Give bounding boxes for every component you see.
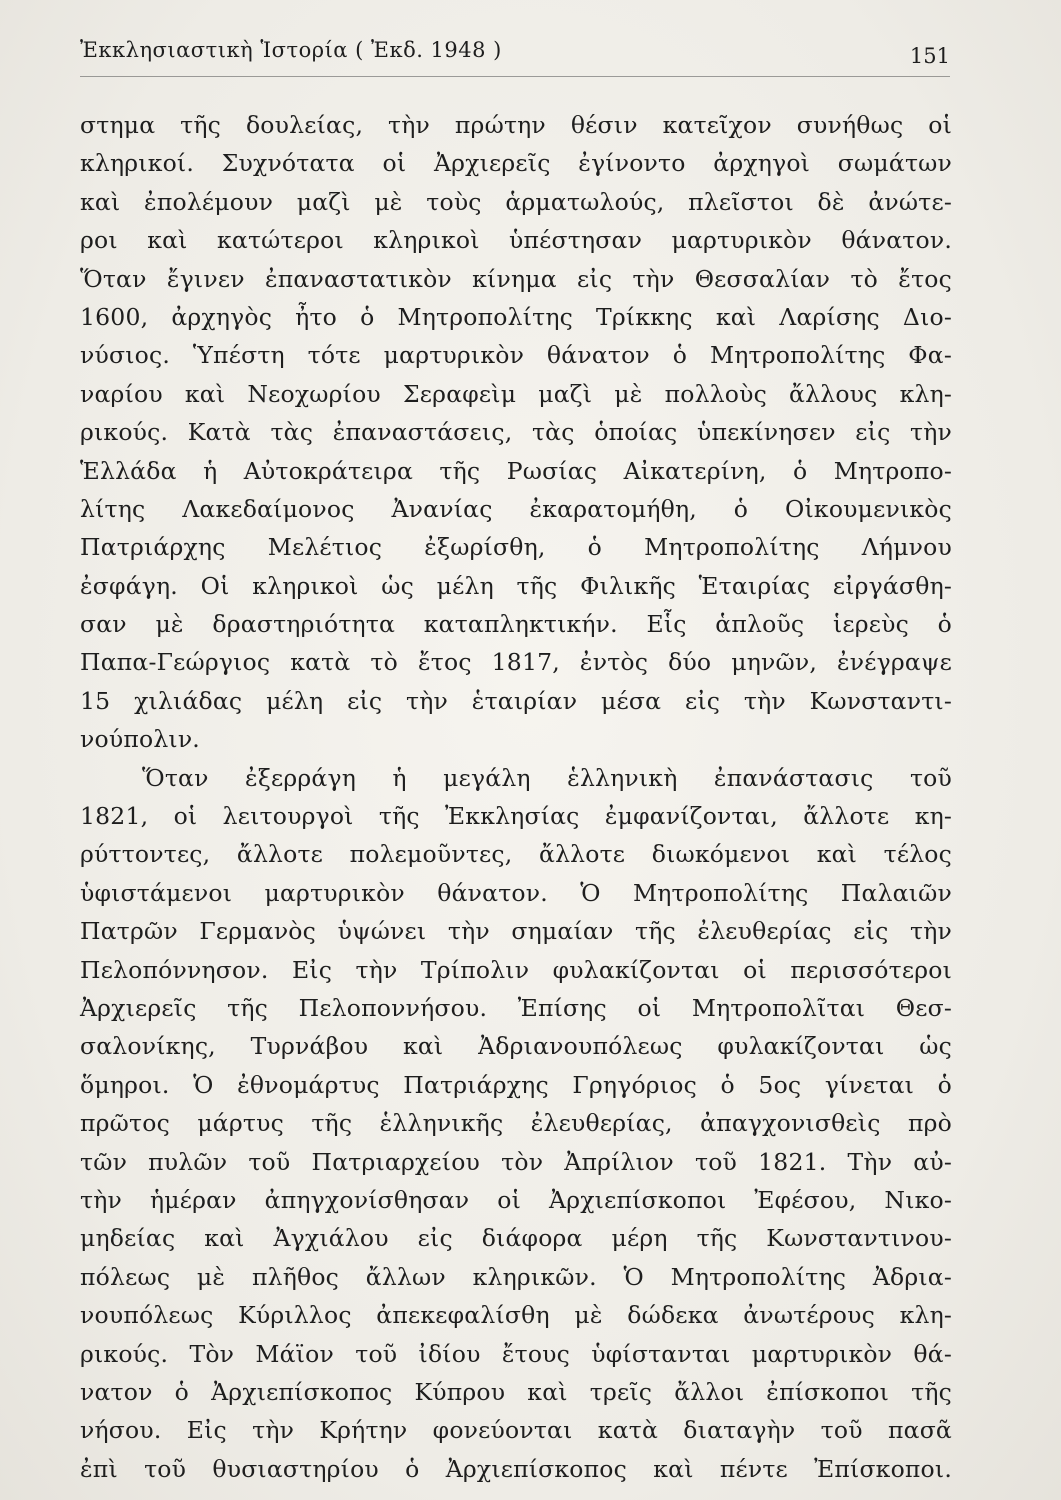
header-rule [80, 76, 950, 77]
text-line: Ὅταν ἐξερράγη ἡ μεγάλη ἑλληνικὴ ἐπανάστασις τοῦ [142, 763, 952, 792]
text-line: ὑφιστάμενοι μαρτυρικὸν θάνατον. Ὁ Μητροπολίτης Παλαιῶν [80, 878, 952, 907]
text-line: ρικούς. Τὸν Μάϊον τοῦ ἰδίου ἔτους ὑφίστανται μαρτυρικὸν θά- [80, 1339, 952, 1368]
text-line: 1600, ἀρχηγὸς ἦτο ὁ Μητροπολίτης Τρίκκης καὶ Λαρίσης Διο- [80, 302, 952, 331]
text-line: νουπόλεως Κύριλλος ἀπεκεφαλίσθη μὲ δώδεκα ἀνωτέρους κλη- [80, 1301, 952, 1330]
paragraph-1 [80, 106, 952, 759]
running-title: Ἐκκλησιαστικὴ Ἱστορία ( Ἐκδ. 1948 ) [80, 38, 502, 62]
text-line: σαλονίκης, Τυρνάβου καὶ Ἀδριανουπόλεως φυλακίζονται ὡς [80, 1032, 952, 1061]
text-line: Πατριάρχης Μελέτιος ἐξωρίσθη, ὁ Μητροπολίτης Λήμνου [80, 533, 952, 562]
text-line: νούπολιν. [80, 725, 200, 754]
text-line: νήσου. Εἰς τὴν Κρήτην φονεύονται κατὰ διαταγὴν τοῦ πασᾶ [80, 1416, 952, 1445]
text-line: 15 χιλιάδας μέλη εἰς τὴν ἑταιρίαν μέσα εἰς τὴν Κωνσταντι- [80, 686, 952, 715]
text-line: τῶν πυλῶν τοῦ Πατριαρχείου τὸν Ἀπρίλιον τοῦ 1821. Τὴν αὐ- [80, 1147, 952, 1176]
text-line: πρῶτος μάρτυς τῆς ἑλληνικῆς ἐλευθερίας, ἀπαγχονισθεὶς πρὸ [80, 1109, 952, 1138]
text-line: Πατρῶν Γερμανὸς ὑψώνει τὴν σημαίαν τῆς ἐλευθερίας εἰς τὴν [80, 917, 952, 946]
text-line: ἐπὶ τοῦ θυσιαστηρίου ὁ Ἀρχιεπίσκοπος καὶ πέντε Ἐπίσκοποι. [80, 1454, 952, 1483]
text-line: ὅμηροι. Ὁ ἐθνομάρτυς Πατριάρχης Γρηγόριος ὁ 5ος γίνεται ὁ [80, 1070, 952, 1099]
text-line: νατον ὁ Ἀρχιεπίσκοπος Κύπρου καὶ τρεῖς ἄλλοι ἐπίσκοποι τῆς [80, 1377, 952, 1406]
text-line: νύσιος. Ὑπέστη τότε μαρτυρικὸν θάνατον ὁ Μητροπολίτης Φα- [80, 341, 952, 370]
text-line: καὶ ἐπολέμουν μαζὶ μὲ τοὺς ἁρματωλούς, πλεῖστοι δὲ ἀνώτε- [80, 187, 952, 216]
paragraph-2 [80, 759, 952, 1488]
text-line: ναρίου καὶ Νεοχωρίου Σεραφεὶμ μαζὶ μὲ πολλοὺς ἄλλους κλη- [80, 379, 952, 408]
text-line: ροι καὶ κατώτεροι κληρικοὶ ὑπέστησαν μαρτυρικὸν θάνατον. [80, 226, 952, 255]
page-number: 151 [909, 44, 950, 68]
running-head [80, 30, 950, 70]
text-line: Ἑλλάδα ἡ Αὐτοκράτειρα τῆς Ρωσίας Αἰκατερίνη, ὁ Μητροπο- [80, 456, 952, 485]
text-line: στημα τῆς δουλείας, τὴν πρώτην θέσιν κατεῖχον συνήθως οἱ [80, 111, 952, 139]
text-line: μηδείας καὶ Ἀγχιάλου εἰς διάφορα μέρη τῆς Κωνσταντινου- [80, 1224, 952, 1253]
text-line: πόλεως μὲ πλῆθος ἄλλων κληρικῶν. Ὁ Μητροπολίτης Ἀδρια- [80, 1262, 952, 1291]
text-line: τὴν ἡμέραν ἀπηγχονίσθησαν οἱ Ἀρχιεπίσκοποι Ἐφέσου, Νικο- [80, 1185, 952, 1214]
text-line: Ὅταν ἔγινεν ἐπαναστατικὸν κίνημα εἰς τὴν Θεσσαλίαν τὸ ἔτος [80, 264, 952, 293]
text-line: λίτης Λακεδαίμονος Ἀνανίας ἐκαρατομήθη, ὁ Οἰκουμενικὸς [80, 494, 952, 523]
text-line: ρικούς. Κατὰ τὰς ἐπαναστάσεις, τὰς ὁποίας ὑπεκίνησεν εἰς τὴν [80, 418, 952, 447]
text-line: Πελοπόννησον. Εἰς τὴν Τρίπολιν φυλακίζονται οἱ περισσότεροι [80, 955, 952, 984]
body-text [80, 106, 952, 1488]
text-line: 1821, οἱ λειτουργοὶ τῆς Ἐκκλησίας ἐμφανίζονται, ἄλλοτε κη- [80, 802, 952, 831]
text-line: σαν μὲ δραστηριότητα καταπληκτικήν. Εἷς ἁπλοῦς ἱερεὺς ὁ [80, 610, 952, 639]
text-line: ἐσφάγη. Οἱ κληρικοὶ ὡς μέλη τῆς Φιλικῆς Ἑταιρίας εἰργάσθη- [80, 571, 952, 600]
text-line: Παπα-Γεώργιος κατὰ τὸ ἔτος 1817, ἐντὸς δύο μηνῶν, ἐνέγραψε [80, 648, 952, 677]
text-line: ρύττοντες, ἄλλοτε πολεμοῦντες, ἄλλοτε διωκόμενοι καὶ τέλος [80, 840, 952, 869]
text-line: Ἀρχιερεῖς τῆς Πελοποννήσου. Ἐπίσης οἱ Μητροπολῖται Θεσ- [80, 993, 952, 1022]
text-line: κληρικοί. Συχνότατα οἱ Ἀρχιερεῖς ἐγίνοντο ἀρχηγοὶ σωμάτων [80, 149, 952, 178]
